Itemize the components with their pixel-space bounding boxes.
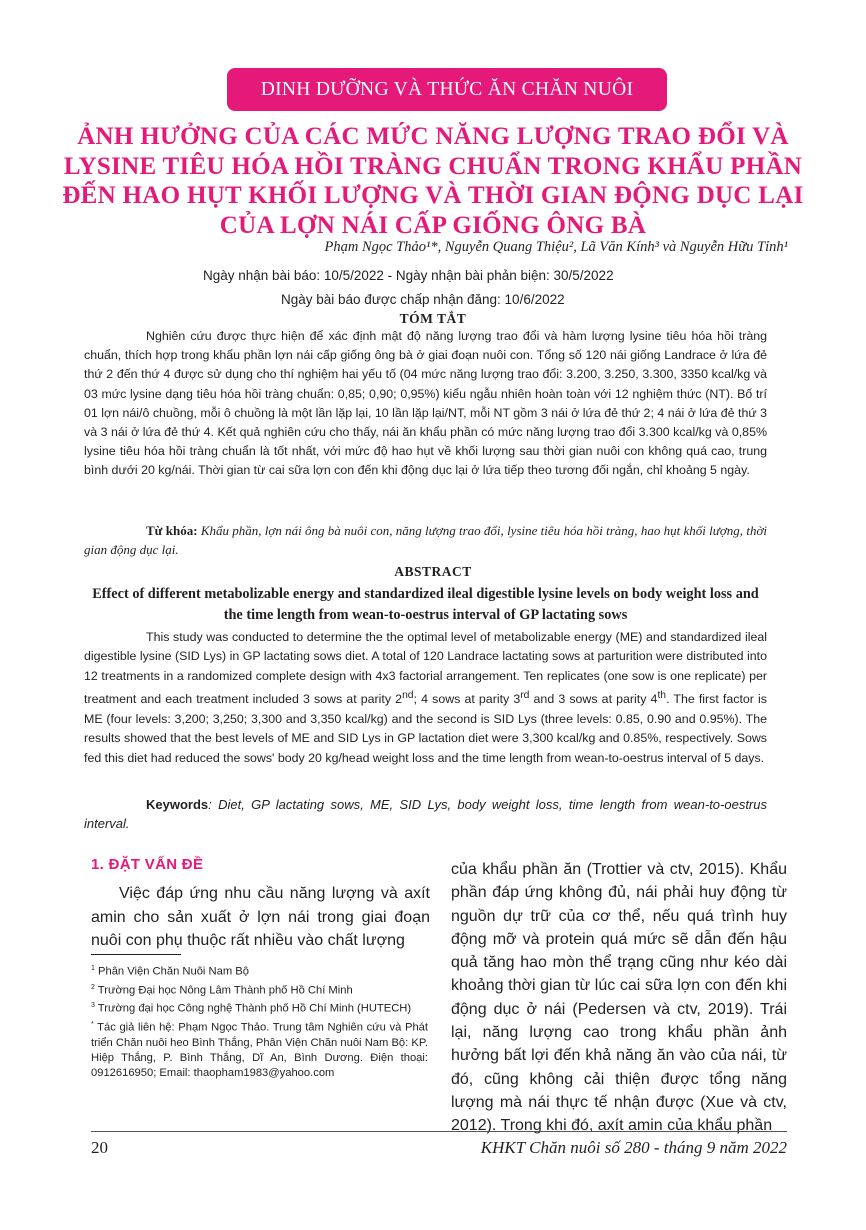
en-abstract-part: ; 4 sows at parity 3 bbox=[413, 692, 521, 707]
vi-abstract-paragraph: Nghiên cứu được thực hiện để xác định mật độ năng lượng trao đổi và hàm lượng lysine tiêu hóa hồi tràng chuẩn, thích hợp trong khẩu phần lợn nái cấp giống ông bà ở giai đoạn nuôi con. Tổng số 120 nái giống Landrace ở lứa đẻ thứ 2 đến thứ 4 được sử dụng cho thí nghiệm hai yếu tố (04 mức năng lượng trao đổi: 3.200, 3.250, 3.300, 3350 kcal/kg và 03 mức lysine dạng tiêu hóa hồi tràng chuẩn: 0,85; 0,90; 0,95%) kiểu ngẫu nhiên hoàn toàn với 12 nghiệm thức (NT). Bố trí 01 lợn nái/ô chuồng, mỗi ô chuồng là một lần lặp lại, 10 lần lặp lại/NT, mỗi NT gồm 3 nái ở lứa đẻ thứ 2; 4 nái ở lứa đẻ thứ 3 và 3 nái ở lứa đẻ thứ 4. Kết quả nghiên cứu cho thấy, nái ăn khẩu phần có mức năng lượng trao đổi 3.300 kcal/kg và 0,85% lysine tiêu hóa hồi tràng chuẩn là tốt nhất, với mức độ hao hụt về khối lượng sau thời gian nuôi con không quá cao, trung bình dưới 20 kg/nái. Thời gian từ cai sữa lợn con đến khi động dục lại ở lứa tiếp theo tương đối ngắn, chỉ khoảng 5 ngày. bbox=[84, 329, 767, 478]
ordinal-suffix: rd bbox=[520, 690, 530, 702]
footnote-mark: 2 bbox=[91, 983, 95, 991]
body-text-left: Việc đáp ứng nhu cầu năng lượng và axít amin cho sản xuất ở lợn nái trong giai đoạn nuôi con phụ thuộc rất nhiều vào chất lượng bbox=[91, 885, 430, 949]
received-dates: Ngày nhận bài báo: 10/5/2022 - Ngày nhận bài phản biện: 30/5/2022 bbox=[203, 268, 614, 283]
vi-abstract-heading: TÓM TẮT bbox=[399, 311, 467, 326]
en-keywords-text: : Diet, GP lactating sows, ME, SID Lys, body weight loss, time length from wean-to-oestrus interval. bbox=[84, 797, 767, 832]
footnote bbox=[91, 980, 428, 999]
en-abstract-part: . The first factor is ME (four levels: 3,200; 3,250; 3,300 and 3,350 kcal/kg) and the second is SID Lys (three levels: 0.85, 0.90 and 0.95%). The results showed that the best levels of ME and SID Lys in GP lactation diet were 3,300 kcal/kg and 0.85%, respectively. Sows fed this diet had reduced the sows' body 20 kg/head weight loss and the time length from wean-to-oestrus interval of 5 days. bbox=[84, 692, 767, 765]
en-article-title: Effect of different metabolizable energy and standardized ileal digestible lysine levels on body weight loss and the time length from wean-to-oestrus interval of GP lactating sows bbox=[92, 586, 759, 623]
vi-keywords-label: Từ khóa: bbox=[146, 523, 198, 538]
article-title bbox=[60, 122, 806, 240]
footnote-text: Tác giả liên hệ: Phạm Ngọc Thảo. Trung tâm Nghiên cứu và Phát triển Chăn nuôi heo Bình Thắng, Phân Viện Chăn nuôi Nam Bộ: KP. Hiệp Thắng, P. Bình Thắng, Dĩ An, Bình Dương. Điện thoại: 0912616950; Email: thaopham1983@yahoo.com bbox=[91, 1021, 428, 1079]
footnote-mark: * bbox=[91, 1021, 94, 1029]
title-line: LYSINE TIÊU HÓA HỒI TRÀNG CHUẨN TRONG KHẨU PHẦN bbox=[63, 152, 803, 180]
ordinal-suffix: nd bbox=[402, 690, 414, 702]
section-banner: DINH DƯỠNG VÀ THỨC ĂN CHĂN NUÔI bbox=[227, 68, 667, 111]
title-line: ĐẾN HAO HỤT KHỐI LƯỢNG VÀ THỜI GIAN ĐỘNG DỤC LẠI bbox=[62, 182, 804, 209]
en-keywords bbox=[84, 795, 767, 834]
vi-keywords-text: Khẩu phần, lợn nái ông bà nuôi con, năng lượng trao đổi, lysine tiêu hóa hồi tràng, hao hụt khối lượng, thời gian động dục lại. bbox=[84, 523, 767, 557]
ordinal-suffix: th bbox=[657, 690, 667, 702]
footer-divider bbox=[91, 1131, 787, 1132]
vi-keywords bbox=[84, 521, 767, 559]
footnote bbox=[91, 1017, 428, 1081]
en-keywords-label: Keywords bbox=[146, 797, 209, 812]
en-abstract-part: and 3 sows at parity 4 bbox=[529, 692, 658, 707]
footnote-text: Phân Viện Chăn Nuôi Nam Bộ bbox=[94, 965, 249, 978]
footnote-mark: 3 bbox=[91, 1002, 95, 1010]
footnote-text: Trường đại học Công nghệ Thành phố Hồ Chí Minh (HUTECH) bbox=[94, 1003, 412, 1016]
footnote-text: Trường Đại học Nông Lâm Thành phố Hồ Chí Minh bbox=[94, 984, 353, 997]
en-abstract-text bbox=[84, 628, 767, 768]
title-line: ẢNH HƯỞNG CỦA CÁC MỨC NĂNG LƯỢNG TRAO ĐỔI VÀ bbox=[77, 123, 789, 150]
body-text-right: của khẩu phần ăn (Trottier và ctv, 2015). Khẩu phần đáp ứng không đủ, nái phải huy động từ nguồn dự trữ của cơ thể, nếu quá trình huy động mỡ và protein quá mức sẽ dẫn đến hậu quả tăng hao mòn thể trạng cũng như kéo dài khoảng thời gian từ lúc cai sữa lợn con đến khi động dục ở nái (Pedersen và ctv, 2019). Trái lại, năng lượng cao trong khẩu phần ảnh hưởng bất lợi đến khả năng ăn vào của nái, từ đó, cũng không cải thiện được tổng năng lượng mà nái thực tế nhận được (Xue và ctv, 2012). Trong khi đó, axít amin của khẩu phần bbox=[451, 861, 787, 1135]
en-abstract-part: This study was conducted to determine the the optimal level of metabolizable energy (ME) and standardized ileal digestible lysine (SID Lys) in GP lactating sows diet. A total of 120 Landrace lactating sows at parturition were distributed into 12 treatments in a randomized complete design with 4x3 factorial arrangement. Ten replicates (one sow is one replicate) per treatment and each treatment included 3 sows at parity 2 bbox=[84, 630, 767, 707]
footnote bbox=[91, 998, 428, 1017]
title-line: CỦA LỢN NÁI CẤP GIỐNG ÔNG BÀ bbox=[219, 211, 647, 239]
en-abstract-heading: ABSTRACT bbox=[394, 564, 472, 579]
footnote-divider bbox=[91, 954, 181, 955]
footnote-mark: 1 bbox=[91, 965, 95, 972]
journal-name: KHKT Chăn nuôi số 280 - tháng 9 năm 2022 bbox=[480, 1138, 787, 1157]
footnote bbox=[91, 961, 428, 980]
author-list: Phạm Ngọc Thảo¹*, Nguyễn Quang Thiệu², Lã Văn Kính³ và Nguyễn Hữu Tỉnh¹ bbox=[324, 239, 788, 255]
vi-abstract-text bbox=[84, 327, 767, 481]
section-heading: 1. ĐẶT VẤN ĐỀ bbox=[91, 856, 204, 873]
page-number: 20 bbox=[91, 1138, 108, 1157]
footnotes bbox=[91, 961, 428, 1081]
accepted-date: Ngày bài báo được chấp nhận đăng: 10/6/2022 bbox=[281, 292, 565, 307]
